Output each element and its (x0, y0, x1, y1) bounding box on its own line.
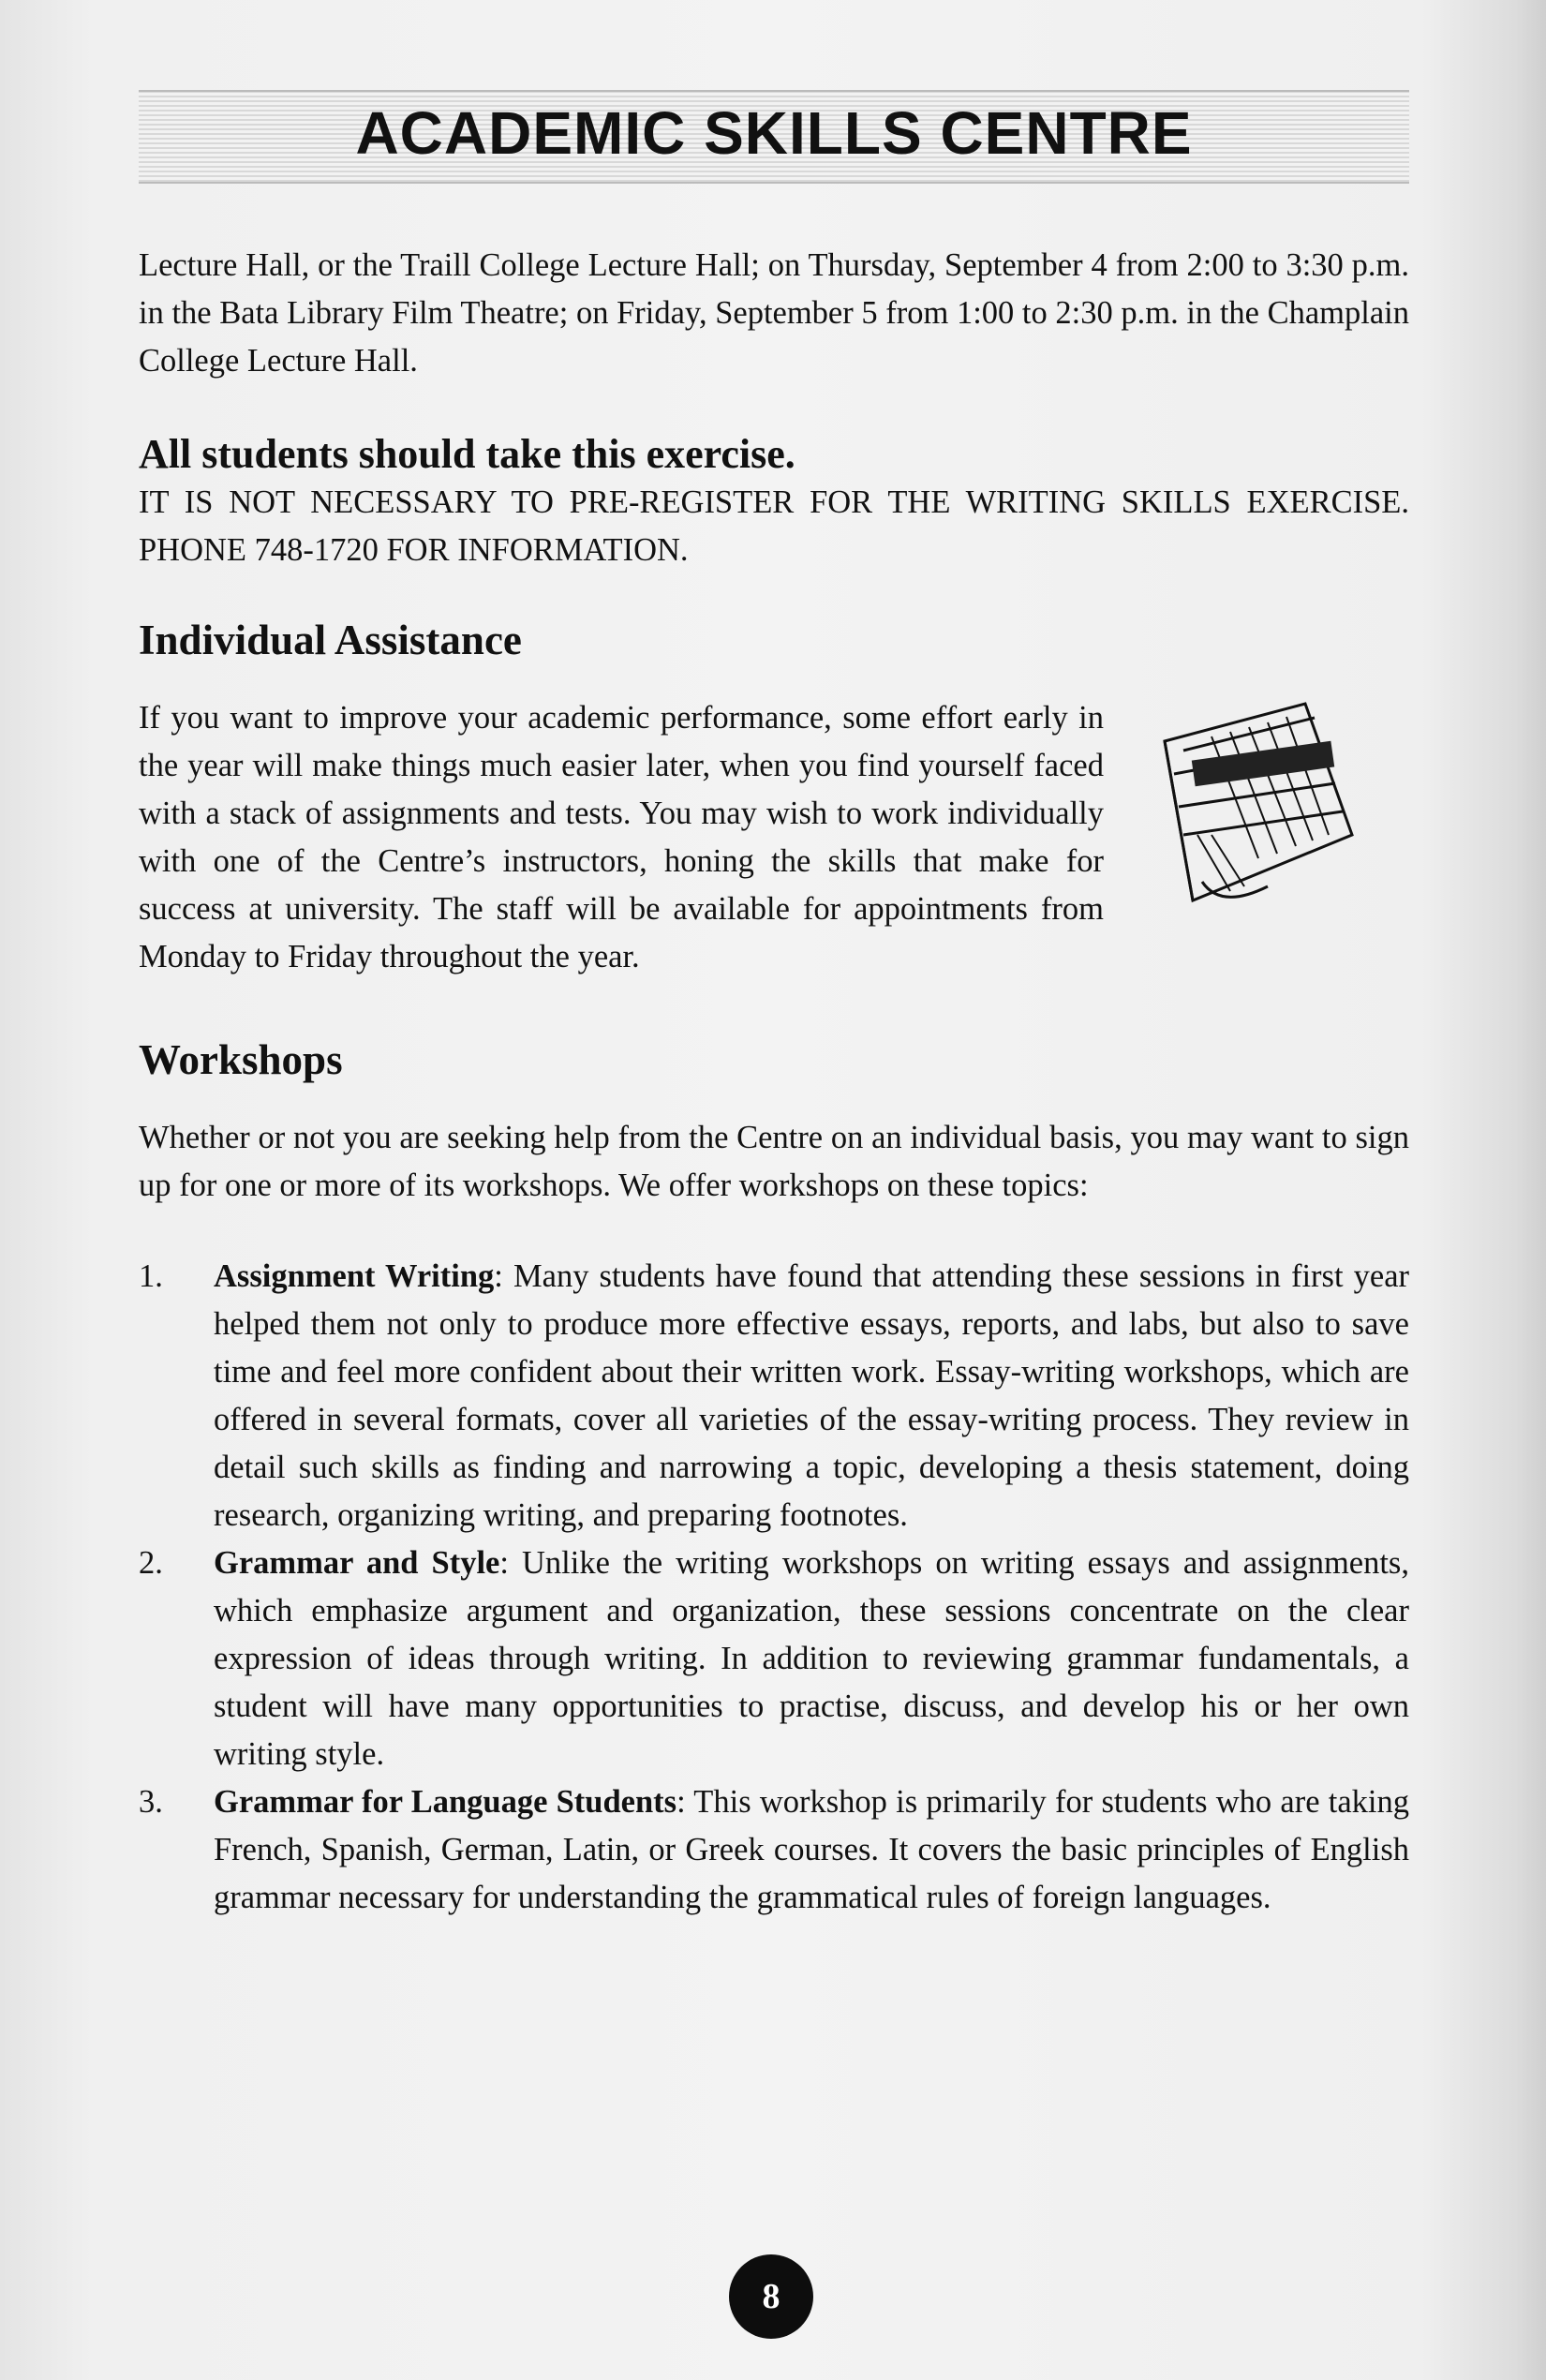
list-item (139, 1778, 1409, 1922)
workshop-term: Assignment Writing (214, 1258, 495, 1294)
main-content (139, 242, 1409, 1922)
list-number: 2. (139, 1545, 163, 1581)
individual-assistance-heading: Individual Assistance (139, 617, 522, 663)
workshop-description: : This workshop is primarily for students who are taking French, Spanish, German, Latin, or Greek courses. It covers the basic principles of English grammar necessary for understanding the grammatical rules of foreign languages. (214, 1784, 1409, 1915)
list-item (139, 1540, 1409, 1778)
workshop-term: Grammar for Language Students (214, 1784, 677, 1820)
workshops-heading: Workshops (139, 1036, 343, 1083)
individual-assistance-text: If you want to improve your academic performance, some effort early in the year will make things much easier later, when you find yourself faced with a stack of assignments and tests. You may wish to work individually with one of the Centre’s instructors, honing the skills that make for success at university. The staff will be available for appointments from Monday to Friday throughout the year. (139, 700, 1104, 974)
workshop-description: : Many students have found that attending these sessions in first year helped them not only to produce more effective essays, reports, and labs, but also to save time and feel more confident about their written work. Essay-writing workshops, which are offered in several formats, cover all varieties of the essay-writing process. They review in detail such skills as finding and narrowing a topic, developing a thesis statement, doing research, organizing writing, and preparing footnotes. (214, 1258, 1409, 1533)
registration-notice: IT IS NOT NECESSARY TO PRE-REGISTER FOR THE WRITING SKILLS EXERCISE. PHONE 748-1720 FOR INFORMATION. (139, 484, 1409, 568)
list-number: 1. (139, 1258, 163, 1294)
all-students-notice: All students should take this exercise. (139, 431, 795, 477)
page-title: ACADEMIC SKILLS CENTRE (355, 99, 1193, 167)
list-number: 3. (139, 1784, 163, 1820)
intro-paragraph: Lecture Hall, or the Traill College Lecture Hall; on Thursday, September 4 from 2:00 to 3:30 p.m. in the Bata Library Film Theatre; on Friday, September 5 from 1:00 to 2:30 p.m. in the Champlain College Lecture Hall. (139, 247, 1409, 379)
workshop-description: : Unlike the writing workshops on writing essays and assignments, which emphasize argument and organization, these sessions concentrate on the clear expression of ideas through writing. In addition to reviewing grammar fundamentals, a student will have many opportunities to practise, discuss, and develop his or her own writing style. (214, 1545, 1409, 1772)
books-stack-icon (1127, 694, 1371, 938)
individual-assistance-section (139, 694, 1409, 981)
workshops-intro: Whether or not you are seeking help from the Centre on an individual basis, you may want to sign up for one or more of its workshops. We offer workshops on these topics: (139, 1120, 1409, 1203)
workshop-list (139, 1253, 1409, 1922)
header-band (139, 90, 1409, 184)
list-item (139, 1253, 1409, 1540)
workshop-term: Grammar and Style (214, 1545, 500, 1581)
page-number-badge: 8 (729, 2254, 813, 2339)
